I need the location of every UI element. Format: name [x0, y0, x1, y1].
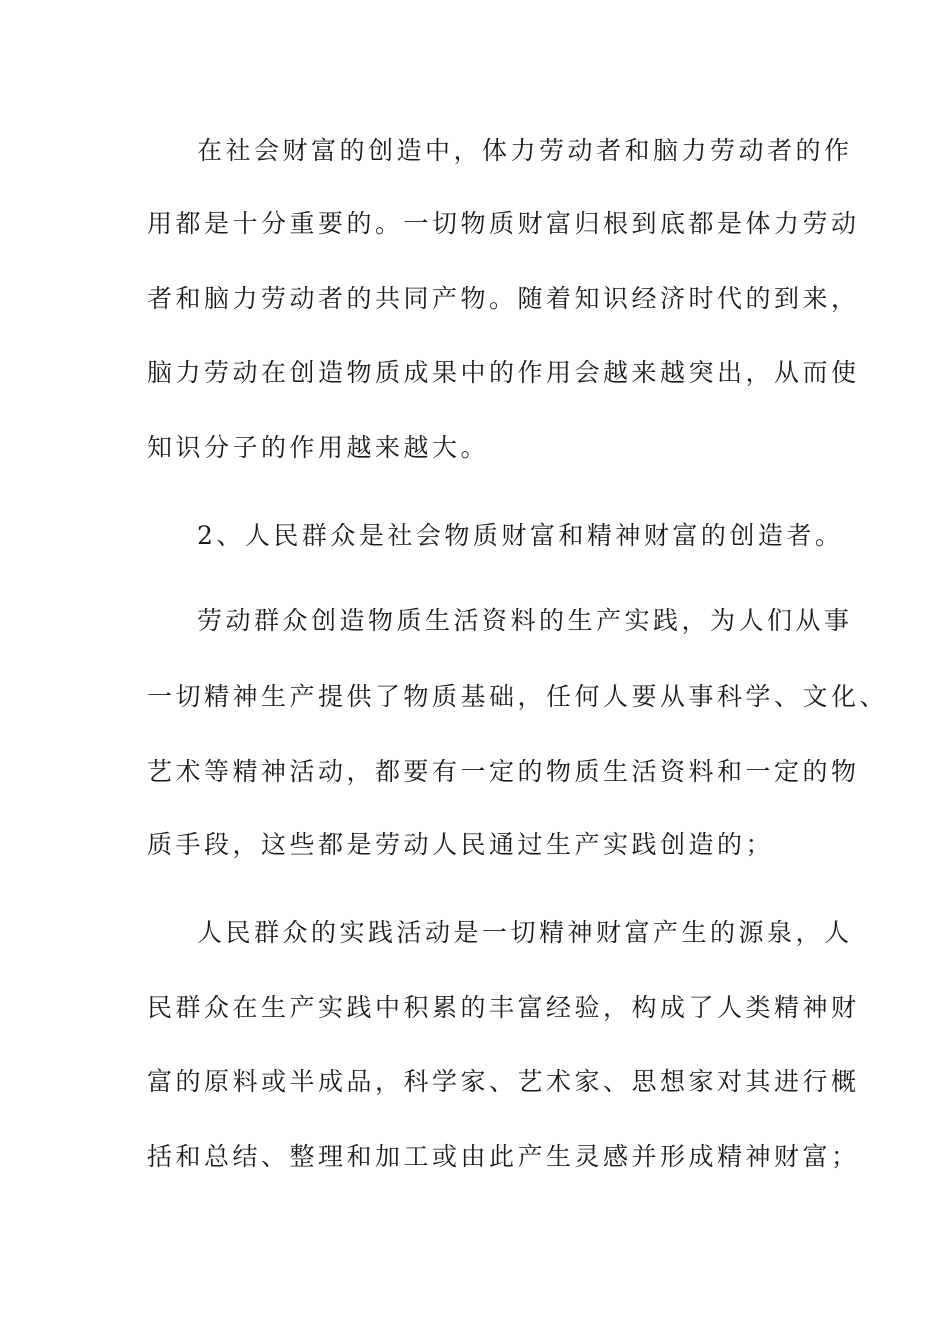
text-line: 民群众在生产实践中积累的丰富经验，构成了人类精神财 [147, 993, 860, 1022]
text-line: 者和脑力劳动者的共同产物。随着知识经济时代的到来， [147, 284, 860, 313]
text-line: 脑力劳动在创造物质成果中的作用会越来越突出，从而使 [147, 358, 860, 387]
text-line: 艺术等精神活动，都要有一定的物质生活资料和一定的物 [147, 757, 860, 786]
section-heading: 2、人民群众是社会物质财富和精神财富的创造者。 [197, 521, 844, 550]
text-line: 在社会财富的创造中，体力劳动者和脑力劳动者的作 [197, 136, 853, 165]
text-line: 富的原料或半成品，科学家、艺术家、思想家对其进行概 [147, 1067, 860, 1096]
text-line: 用都是十分重要的。一切物质财富归根到底都是体力劳动 [147, 209, 860, 238]
text-line: 一切精神生产提供了物质基础，任何人要从事科学、文化、 [147, 682, 889, 711]
text-line: 人民群众的实践活动是一切精神财富产生的源泉，人 [197, 918, 853, 947]
text-line: 括和总结、整理和加工或由此产生灵感并形成精神财富； [147, 1142, 860, 1171]
text-line: 质手段，这些都是劳动人民通过生产实践创造的； [147, 830, 775, 859]
text-line: 劳动群众创造物质生活资料的生产实践，为人们从事 [197, 606, 853, 635]
text-line: 知识分子的作用越来越大。 [147, 433, 490, 462]
